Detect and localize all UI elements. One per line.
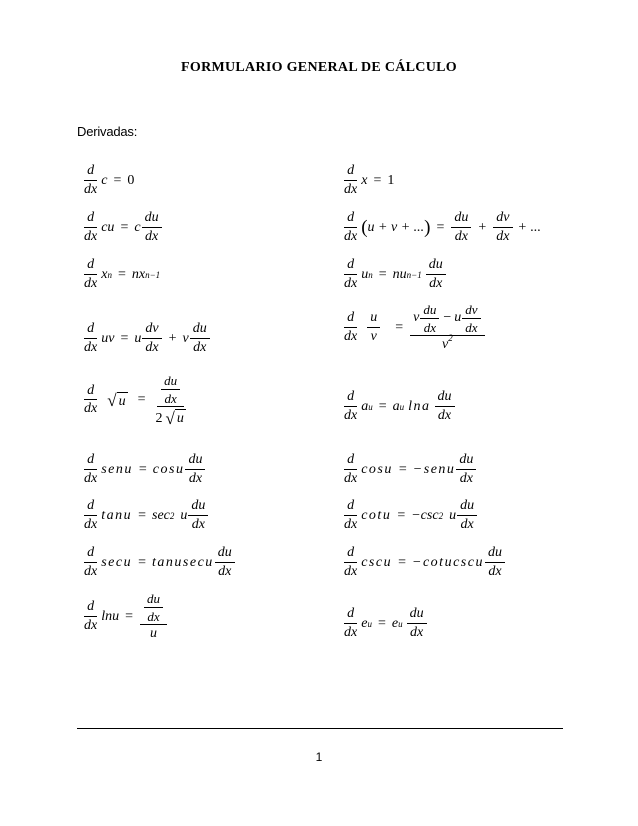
- formula-derivative-square-root: $\frac{d}{dx}$ √ u = $\frac{du}{dx}$ 2 √ u: [80, 374, 190, 427]
- formula-lhs: cu: [101, 219, 115, 235]
- formula-derivative-quotient: $\frac{d}{dx}$ $\frac{u}{v}$ = v $\frac{du}{dx}$ − u $\frac{dv}{dx}$ $v^2$: [340, 303, 486, 353]
- formula-derivative-cotangent: $\frac{d}{dx}$ cotu = −csc 2 u $\frac{du}{dx}$: [340, 499, 478, 532]
- section-heading-derivadas: Derivadas:: [77, 124, 138, 139]
- formula-lhs: x: [101, 266, 108, 282]
- du-dx-fraction: $\frac{du}{dx}$: [142, 211, 162, 244]
- du-dx-fraction: $\frac{du}{dx}$: [426, 258, 446, 291]
- footer-divider: [77, 728, 563, 729]
- quotient-rule-fraction: v $\frac{du}{dx}$ − u $\frac{dv}{dx}$ $v^2$: [410, 303, 484, 353]
- formula-derivative-constant: $\frac{d}{dx}$ c = 0: [80, 164, 134, 197]
- d-dx-operator: $\frac{d}{dx}$: [84, 163, 98, 197]
- d-dx-operator: $\frac{d}{dx}$: [84, 498, 98, 532]
- formula-rhs: nx: [131, 266, 146, 282]
- du-dx-fraction: $\frac{du}{dx}$: [457, 499, 477, 532]
- formula-lhs: u: [361, 266, 369, 282]
- du-dx-fraction: $\frac{du}{dx}$: [435, 390, 455, 423]
- formula-lhs: x: [361, 172, 368, 188]
- d-dx-operator: $\frac{d}{dx}$: [344, 545, 358, 579]
- d-dx-operator: $\frac{d}{dx}$: [84, 452, 98, 486]
- du-dx-fraction: $\frac{du}{dx}$: [188, 499, 208, 532]
- log-rule-fraction: $\frac{\frac{du}{dx}}{u}$: [140, 592, 167, 642]
- formula-coefficient: c: [134, 219, 141, 235]
- formula-derivative-sum: $\frac{d}{dx}$ ( u + v + ... ) = $\frac{du}{dx}$ + $\frac{dv}{dx}$ + ...: [340, 211, 541, 244]
- d-dx-operator: $\frac{d}{dx}$: [84, 321, 98, 355]
- page-title: FORMULARIO GENERAL DE CÁLCULO: [181, 60, 457, 75]
- d-dx-operator: $\frac{d}{dx}$: [344, 498, 358, 532]
- formula-derivative-power-u: $\frac{d}{dx}$ u n = nu n−1 $\frac{du}{dx}$: [340, 258, 447, 291]
- formula-derivative-cosecant: $\frac{d}{dx}$ cscu = −cotucscu $\frac{du}{dx}$: [340, 546, 506, 579]
- formula-sum-terms: u + v + ...: [367, 219, 425, 235]
- formula-rhs: nu: [392, 266, 407, 282]
- d-dx-operator: $\frac{d}{dx}$: [344, 389, 358, 423]
- dv-dx-fraction: $\frac{dv}{dx}$: [142, 322, 161, 355]
- du-dx-fraction: $\frac{du}{dx}$: [451, 211, 471, 244]
- du-dx-fraction: $\frac{du}{dx}$: [485, 546, 505, 579]
- u-over-v-fraction: $\frac{u}{v}$: [367, 311, 380, 344]
- formula-lhs: uv: [101, 330, 115, 346]
- dv-dx-fraction: $\frac{dv}{dx}$: [493, 211, 512, 244]
- du-dx-fraction: $\frac{du}{dx}$: [190, 322, 210, 355]
- sqrt-rule-fraction: $\frac{du}{dx}$ 2 √ u: [155, 373, 184, 428]
- formula-derivative-natural-log: $\frac{d}{dx}$ lnu = $\frac{\frac{du}{dx}}{u}$: [80, 592, 168, 642]
- formula-derivative-product: $\frac{d}{dx}$ uv = u $\frac{dv}{dx}$ + v $\frac{du}{dx}$: [80, 322, 211, 355]
- du-dx-fraction: $\frac{du}{dx}$: [456, 453, 476, 486]
- formula-derivative-exponential-a: $\frac{d}{dx}$ a u = a u lna $\frac{du}{dx}$: [340, 390, 456, 423]
- formula-tail: + ...: [517, 219, 541, 235]
- formula-derivative-sine: $\frac{d}{dx}$ senu = cosu $\frac{du}{dx}$: [80, 453, 206, 486]
- formula-derivative-constant-times-function: $\frac{d}{dx}$ cu = c $\frac{du}{dx}$: [80, 211, 163, 244]
- d-dx-operator: $\frac{d}{dx}$: [344, 257, 358, 291]
- square-root-u: √ u: [107, 391, 126, 411]
- formula-lhs: c: [101, 172, 108, 188]
- formula-rhs: 0: [127, 172, 135, 188]
- du-dx-fraction: $\frac{du}{dx}$: [215, 546, 235, 579]
- d-dx-operator: $\frac{d}{dx}$: [84, 210, 98, 244]
- d-dx-operator: $\frac{d}{dx}$: [84, 382, 98, 417]
- page-number: 1: [315, 750, 323, 764]
- d-dx-operator: $\frac{d}{dx}$: [84, 545, 98, 579]
- d-dx-operator: $\frac{d}{dx}$: [344, 210, 358, 244]
- formula-derivative-x: $\frac{d}{dx}$ x = 1: [340, 164, 394, 197]
- formula-derivative-power-x: $\frac{d}{dx}$ x n = nx n−1: [80, 258, 160, 291]
- dv-dx-fraction: $\frac{dv}{dx}$: [462, 303, 480, 334]
- formula-derivative-secant: $\frac{d}{dx}$ secu = tanusecu $\frac{du}{dx}$: [80, 546, 236, 579]
- d-dx-operator: $\frac{d}{dx}$: [84, 257, 98, 291]
- formula-rhs: 1: [387, 172, 395, 188]
- du-dx-fraction: $\frac{du}{dx}$: [185, 453, 205, 486]
- du-dx-fraction: $\frac{du}{dx}$: [407, 607, 427, 640]
- formula-derivative-tangent: $\frac{d}{dx}$ tanu = sec 2 u $\frac{du}{dx}$: [80, 499, 209, 532]
- du-dx-fraction: $\frac{du}{dx}$: [144, 592, 163, 623]
- formula-derivative-exponential-e: $\frac{d}{dx}$ e u = e u $\frac{du}{dx}$: [340, 607, 428, 640]
- d-dx-operator: $\frac{d}{dx}$: [84, 599, 98, 633]
- formula-derivative-cosine: $\frac{d}{dx}$ cosu = −senu $\frac{du}{dx}$: [340, 453, 477, 486]
- d-dx-operator: $\frac{d}{dx}$: [344, 452, 358, 486]
- d-dx-operator: $\frac{d}{dx}$: [344, 310, 358, 344]
- du-dx-fraction: $\frac{du}{dx}$: [161, 374, 180, 405]
- formula-ln-a: lna: [408, 398, 431, 414]
- d-dx-operator: $\frac{d}{dx}$: [344, 606, 358, 640]
- du-dx-fraction: $\frac{du}{dx}$: [420, 303, 439, 334]
- d-dx-operator: $\frac{d}{dx}$: [344, 163, 358, 197]
